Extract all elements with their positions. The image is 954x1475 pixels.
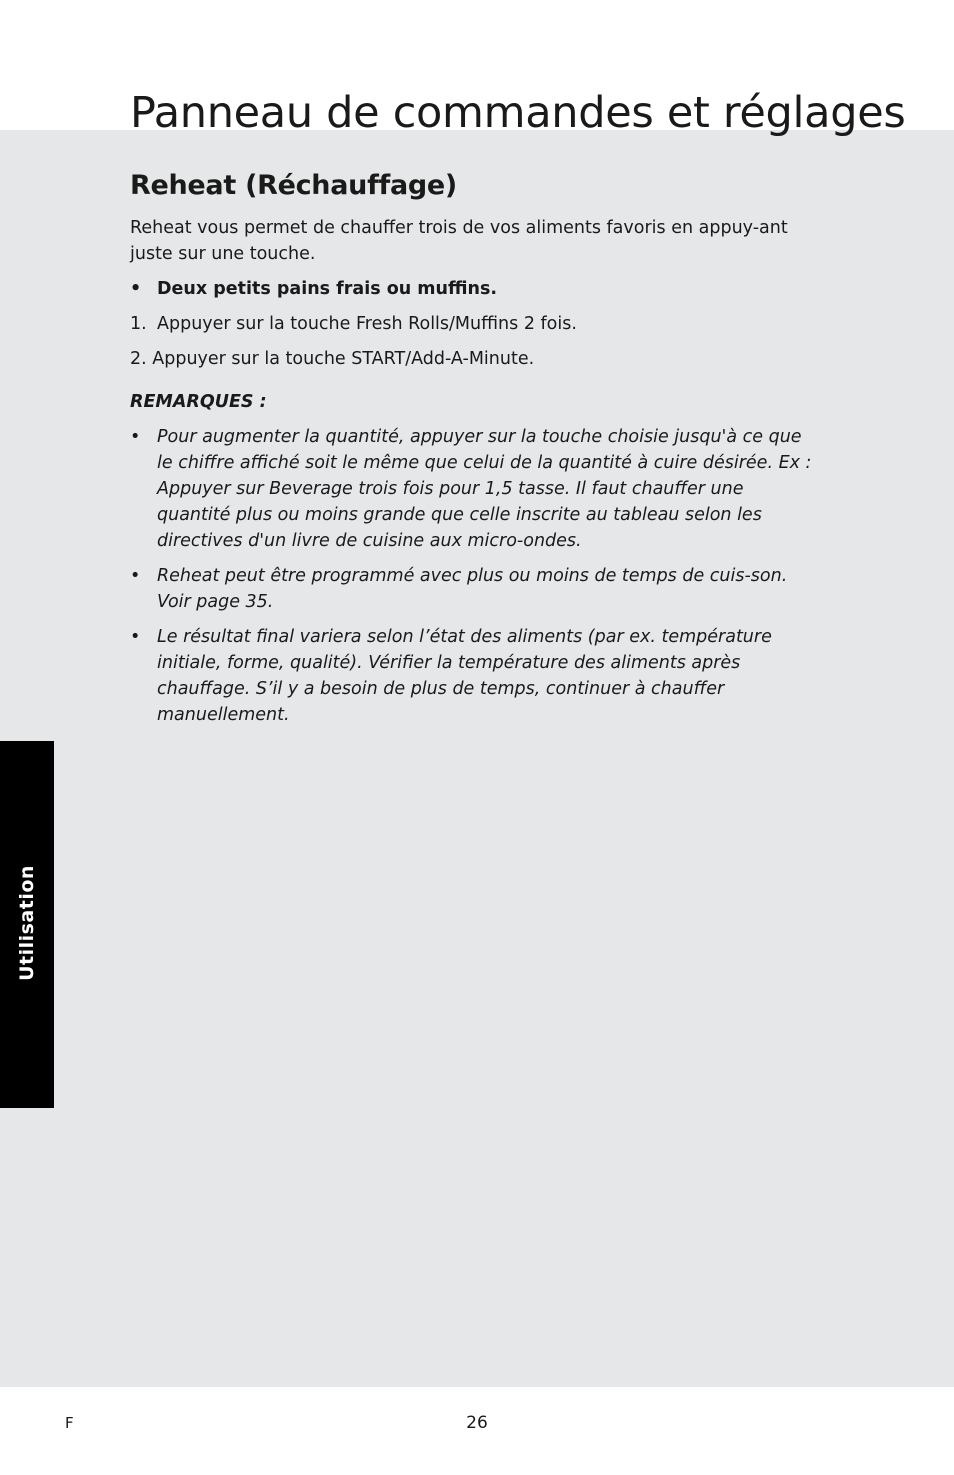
food-bullet-text: Deux petits pains frais ou muffins. bbox=[157, 279, 498, 299]
remarques-heading: REMARQUES : bbox=[130, 392, 267, 412]
page-title: Panneau de commandes et réglages bbox=[130, 88, 906, 138]
step-1-text: Appuyer sur la touche Fresh Rolls/Muffins 2 fois. bbox=[157, 314, 577, 334]
side-tab-label: Utilisation bbox=[16, 865, 38, 981]
page-number: 26 bbox=[466, 1413, 488, 1433]
food-bullet bbox=[130, 276, 822, 302]
intro-paragraph: Reheat vous permet de chauffer trois de vos aliments favoris en appuy-ant juste sur une touche. bbox=[130, 218, 788, 264]
note-item bbox=[130, 424, 822, 554]
step-1-number: 1. bbox=[130, 314, 147, 334]
note-text: Le résultat final variera selon l’état des aliments (par ex. température initiale, forme, qualité). Vérifier la température des aliments après chauffage. S’il y a besoin de plus de temps, continuer à chauffer manuellement. bbox=[157, 627, 772, 725]
note-item bbox=[130, 624, 822, 728]
note-item bbox=[130, 563, 822, 615]
bullet-marker: • bbox=[130, 627, 141, 647]
footer-language-letter: F bbox=[65, 1414, 74, 1432]
bullet-marker: • bbox=[130, 279, 142, 299]
bullet-marker: • bbox=[130, 566, 141, 586]
step-2: 2. Appuyer sur la touche START/Add-A-Minute. bbox=[130, 349, 535, 369]
note-text: Pour augmenter la quantité, appuyer sur la touche choisie jusqu'à ce que le chiffre affiché soit le même que celui de la quantité à cuire désirée. Ex : Appuyer sur Beverage trois fois pour 1,5 tasse. Il faut chauffer une quantité plus ou moins grande que celle inscrite au tableau selon les directives d'un livre de cuisine aux micro-ondes. bbox=[157, 427, 812, 551]
reheat-section bbox=[130, 166, 822, 737]
step-1 bbox=[130, 311, 822, 337]
note-text: Reheat peut être programmé avec plus ou moins de temps de cuis-son. Voir page 35. bbox=[157, 566, 788, 612]
bullet-marker: • bbox=[130, 427, 141, 447]
section-heading: Reheat (Réchauffage) bbox=[130, 170, 457, 201]
